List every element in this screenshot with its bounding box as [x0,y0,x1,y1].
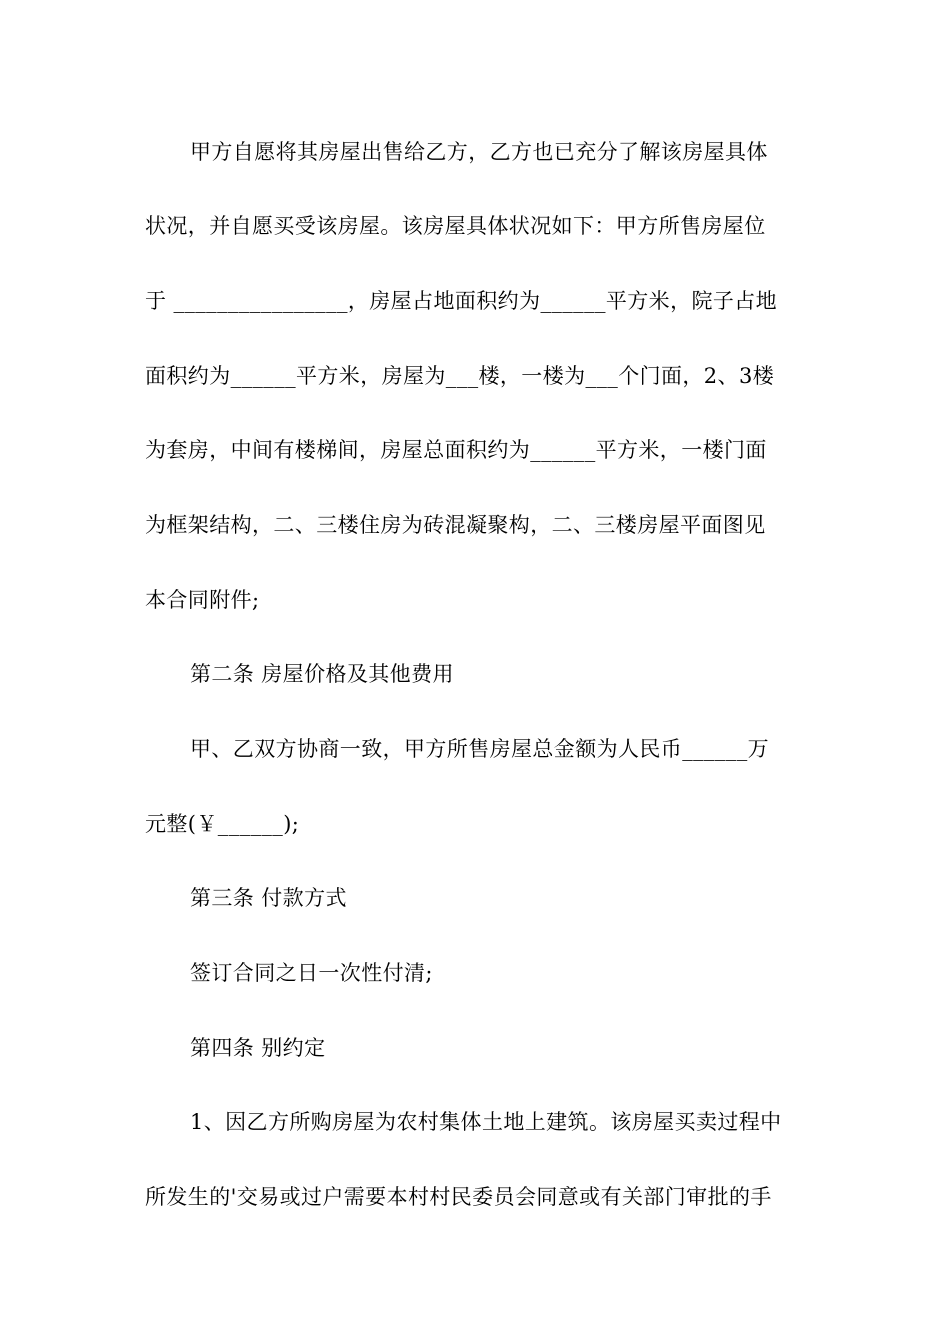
paragraph-line: 签订合同之日一次性付清; [190,961,433,985]
section-heading-price: 第二条 房屋价格及其他费用 [190,662,454,686]
paragraph-line: 所发生的'交易或过户需要本村村民委员会同意或有关部门审批的手 [145,1185,772,1209]
paragraph-line: 为框架结构，二、三楼住房为砖混凝聚构，二、三楼房屋平面图见 [145,513,766,537]
paragraph-line: 甲、乙双方协商一致，甲方所售房屋总金额为人民币______万 [190,737,769,761]
section-heading-special: 第四条 别约定 [190,1036,326,1060]
paragraph-line: 元整(￥______); [145,812,300,836]
paragraph-line: 甲方自愿将其房屋出售给乙方，乙方也已充分了解该房屋具体 [190,140,768,164]
paragraph-line: 1、因乙方所购房屋为农村集体土地上建筑。该房屋买卖过程中 [190,1110,782,1134]
section-heading-payment: 第三条 付款方式 [190,886,347,910]
paragraph-line: 本合同附件; [145,588,260,612]
paragraph-line: 于 ________________，房屋占地面积约为______平方米，院子占地 [145,289,778,313]
paragraph-line: 面积约为______平方米，房屋为___楼，一楼为___个门面，2、3楼 [145,364,775,388]
paragraph-line: 状况，并自愿买受该房屋。该房屋具体状况如下：甲方所售房屋位 [145,214,766,238]
paragraph-line: 为套房，中间有楼梯间，房屋总面积约为______平方米，一楼门面 [145,438,767,462]
